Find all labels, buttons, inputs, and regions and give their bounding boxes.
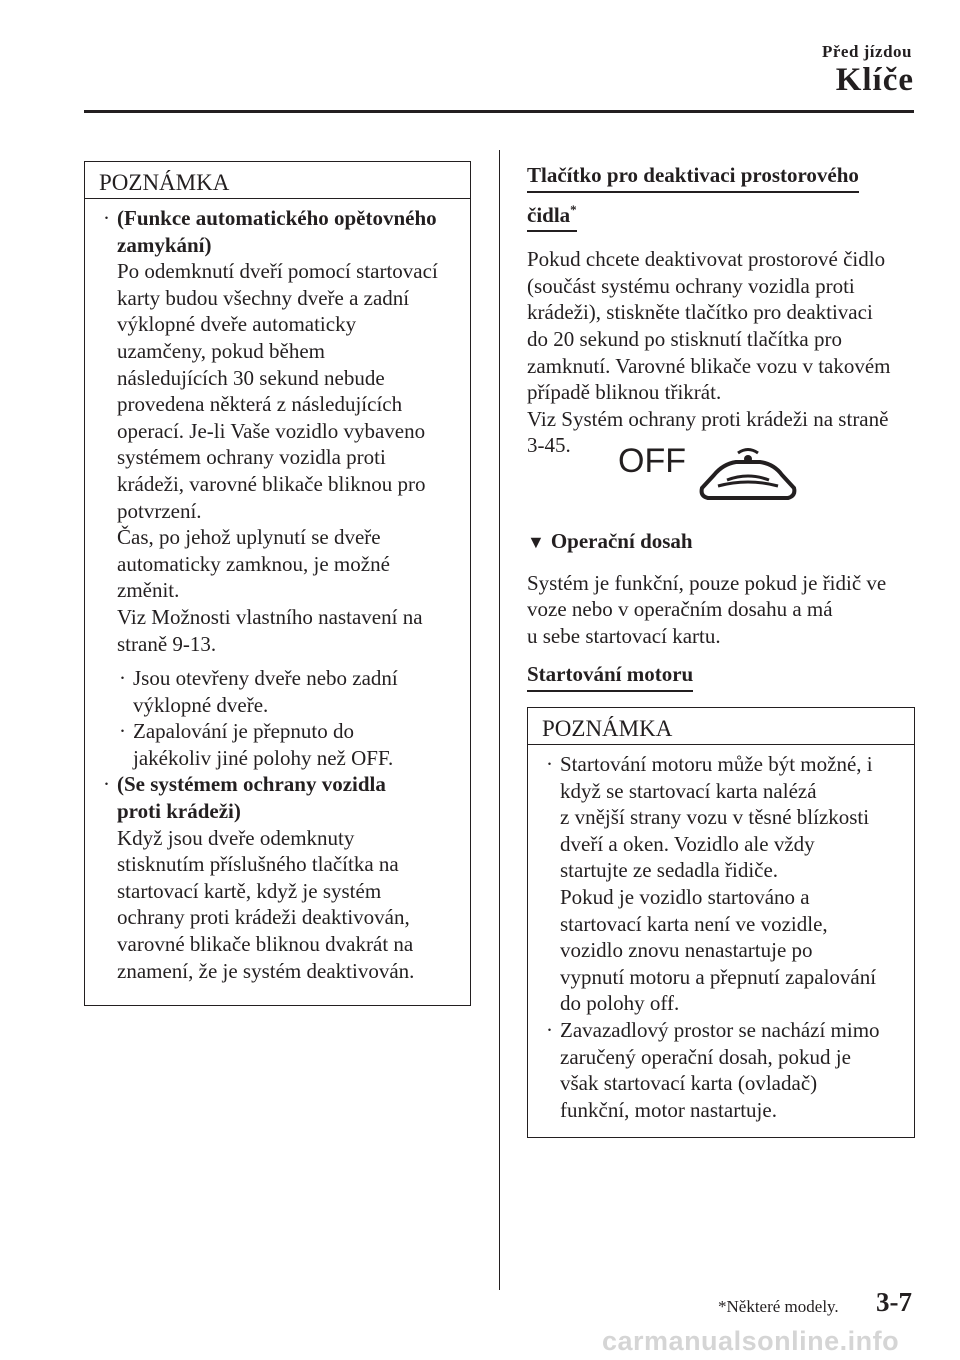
note-item-heading: proti krádeži) <box>117 799 241 824</box>
bullet-dot: · <box>103 206 110 230</box>
note-line: provedena některá z následujících <box>117 392 403 417</box>
note-line: vypnutí motoru a přepnutí zapalování <box>560 964 877 989</box>
note-line: varovné blikače bliknou dvakrát na <box>117 932 414 957</box>
bullet-dot: · <box>546 752 553 776</box>
intrusion-sensor-section <box>527 162 917 459</box>
note-line: změnit. <box>117 578 180 603</box>
note-line: Zavazadlový prostor se nachází mimo <box>560 1017 880 1042</box>
note-item-heading: (Funkce automatického opětovného zamykání) <box>117 206 437 257</box>
note-line: startovací karta není ve vozidle, <box>560 911 828 936</box>
note-item-heading: (Se systémem ochrany vozidla <box>117 772 386 797</box>
section-heading-text: čidla <box>527 202 571 227</box>
column-divider <box>499 150 500 1290</box>
triangle-marker-icon: ▼ <box>527 532 545 552</box>
body-line: 3-45. <box>527 433 571 458</box>
body-line: krádeži), stiskněte tlačítko pro deaktivaci <box>527 300 873 325</box>
operating-range-section <box>527 528 917 692</box>
sensor-off-icon <box>616 442 800 504</box>
bullet-dot: · <box>119 666 126 691</box>
bullet-dot: · <box>103 772 110 797</box>
section-title: Před jízdou <box>821 42 912 61</box>
note-line: funkční, motor nastartuje. <box>560 1097 777 1122</box>
note-line: automaticky zamknou, je možné <box>117 551 390 576</box>
body-line: Systém je funkční, pouze pokud je řidič ve <box>527 570 887 595</box>
note-line: vozidlo znovu nenastartuje po <box>560 938 813 963</box>
note-line: stisknutím příslušného tlačítka na <box>117 852 399 877</box>
note-title: POZNÁMKA <box>85 162 470 199</box>
note-box-left <box>84 161 471 1006</box>
section-heading-line2 <box>527 197 577 233</box>
note-line: Po odemknutí dveří pomocí startovací <box>117 259 438 284</box>
subsection-heading <box>527 528 917 556</box>
note-line: však startovací karta (ovladač) <box>560 1071 818 1096</box>
chapter-title: Klíče <box>835 62 914 98</box>
icon-off-label: OFF <box>618 442 686 480</box>
subsection-heading-text: Operační dosah <box>550 529 693 553</box>
header-rule <box>84 110 914 113</box>
note-line: Pokud je vozidlo startováno a <box>560 884 810 909</box>
body-line: Viz Systém ochrany proti krádeži na straně <box>527 406 889 431</box>
note-line: straně 9-13. <box>117 631 217 656</box>
note-line: potvrzení. <box>117 498 202 523</box>
note-line: výklopné dveře. <box>133 692 269 717</box>
page-number: 3-7 <box>876 1287 912 1317</box>
body-line: (součást systému ochrany vozidla proti <box>527 273 855 298</box>
note-line: uzamčeny, pokud během <box>117 338 325 363</box>
body-line: případě bliknou třikrát. <box>527 380 722 405</box>
note-line: výklopné dveře automaticky <box>117 312 357 337</box>
note-line: Čas, po jehož uplynutí se dveře <box>117 525 381 550</box>
note-line: Když jsou dveře odemknuty <box>117 825 355 850</box>
note-line: startujte ze sedadla řidiče. <box>560 858 779 883</box>
bullet-dot: · <box>546 1017 553 1042</box>
note-line: Viz Možnosti vlastního nastavení na <box>117 604 423 629</box>
note-line: zaručený operační dosah, pokud je <box>560 1044 851 1069</box>
body-line: do 20 sekund po stisknutí tlačítka pro <box>527 326 842 351</box>
body-line: zamknutí. Varovné blikače vozu v takovém <box>527 353 891 378</box>
note-line: z vnější strany vozu v těsné blízkosti <box>560 805 870 830</box>
note-subitem-ignition <box>95 718 460 771</box>
note-subitem-doors-open <box>95 665 460 718</box>
watermark: carmanualsonline.info <box>602 1326 900 1356</box>
note-line: ochrany proti krádeži deaktivován, <box>117 905 410 930</box>
note-line: znamení, že je systém deaktivován. <box>117 958 415 983</box>
section-heading: Tlačítko pro deaktivaci prostorového <box>527 162 859 193</box>
body-line: voze nebo v operačním dosahu a má <box>527 597 833 622</box>
note-line: karty budou všechny dveře a zadní <box>117 285 410 310</box>
note-item-auto-relock <box>95 205 460 657</box>
note-title: POZNÁMKA <box>528 708 914 745</box>
note-line: systémem ochrany vozidla proti <box>117 445 386 470</box>
note-line: Jsou otevřeny dveře nebo zadní <box>133 666 398 691</box>
footnote: *Některé modely. <box>718 1297 839 1316</box>
note-box-right <box>527 707 915 1138</box>
note-line: Zapalování je přepnuto do <box>133 719 355 744</box>
note-line: operací. Je-li Vaše vozidlo vybaveno <box>117 418 426 443</box>
footnote-star: * <box>570 201 577 217</box>
note-item-theft-system <box>95 771 460 984</box>
body-line: u sebe startovací kartu. <box>527 623 721 648</box>
note-line: startovací kartě, když je systém <box>117 878 382 903</box>
note-line: jakékoliv jiné polohy než OFF. <box>133 745 394 770</box>
note-line: krádeži, varovné blikače bliknou pro <box>117 471 426 496</box>
note-item-luggage <box>538 1017 904 1123</box>
note-item-start-range <box>538 751 904 1017</box>
note-line: Startování motoru může být možné, i <box>560 752 873 776</box>
note-line: když se startovací karta nalézá <box>560 778 817 803</box>
body-line: Pokud chcete deaktivovat prostorové čidlo <box>527 247 886 272</box>
note-line: dveří a oken. Vozidlo ale vždy <box>560 831 815 856</box>
bullet-dot: · <box>119 719 126 744</box>
section-heading: Startování motoru <box>527 661 693 692</box>
note-line: do polohy off. <box>560 991 680 1016</box>
note-line: následujících 30 sekund nebude <box>117 365 385 390</box>
